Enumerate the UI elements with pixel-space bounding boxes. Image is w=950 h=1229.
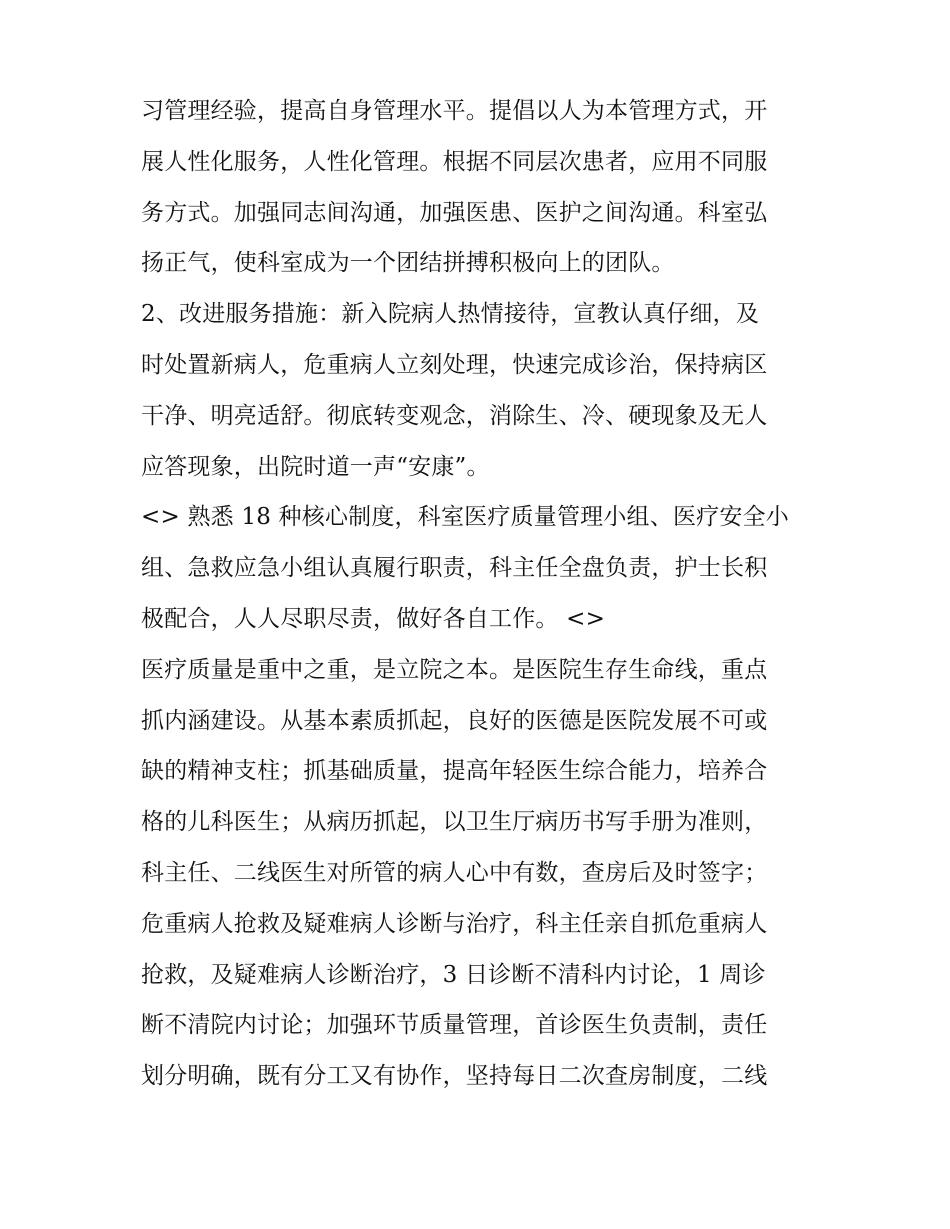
text-line: 格的儿科医生；从病历抓起，以卫生厅病历书写手册为准则， — [141, 809, 768, 836]
text-line: 展人性化服务，人性化管理。根据不同层次患者，应用不同服 — [141, 148, 768, 175]
text-line: 医疗质量是重中之重，是立院之本。是医院生存生命线，重点 — [141, 656, 768, 683]
text-line: 抓内涵建设。从基本素质抓起，良好的医德是医院发展不可或 — [141, 707, 768, 734]
text-line: 时处置新病人，危重病人立刻处理，快速完成诊治，保持病区 — [141, 351, 768, 378]
text-line: 务方式。加强同志间沟通，加强医患、医护之间沟通。科室弘 — [141, 199, 768, 226]
text-line: 应答现象，出院时道一声“安康”。 — [141, 453, 490, 480]
text-line: 组、急救应急小组认真履行职责，科主任全盘负责，护士长积 — [141, 555, 768, 582]
text-line: 断不清院内讨论；加强环节质量管理，首诊医生负责制，责任 — [141, 1012, 768, 1039]
text-line: 习管理经验，提高自身管理水平。提倡以人为本管理方式，开 — [141, 98, 768, 124]
text-line: 极配合，人人尽职尽责，做好各自工作。 <> — [141, 605, 606, 632]
text-line: 扬正气，使科室成为一个团结拼搏积极向上的团队。 — [141, 250, 675, 277]
text-line: 抢救，及疑难病人诊断治疗，3 日诊断不清科内讨论，1 周诊 — [141, 961, 766, 988]
text-line: 干净、明亮适舒。彻底转变观念，消除生、冷、硬现象及无人 — [141, 402, 768, 429]
body-text — [141, 86, 816, 1102]
text-line: 缺的精神支柱；抓基础质量，提高年轻医生综合能力，培养合 — [141, 758, 768, 785]
text-line: 科主任、二线医生对所管的病人心中有数，查房后及时签字； — [141, 859, 768, 886]
text-line: 2、改进服务措施：新入院病人热情接待，宣教认真仔细，及 — [141, 301, 760, 328]
text-line: 划分明确，既有分工又有协作，坚持每日二次查房制度，二线 — [141, 1063, 768, 1090]
text-line: <> 熟悉 18 种核心制度，科室医疗质量管理小组、医疗安全小 — [141, 504, 789, 531]
text-line: 危重病人抢救及疑难病人诊断与治疗，科主任亲自抓危重病人 — [141, 910, 768, 937]
